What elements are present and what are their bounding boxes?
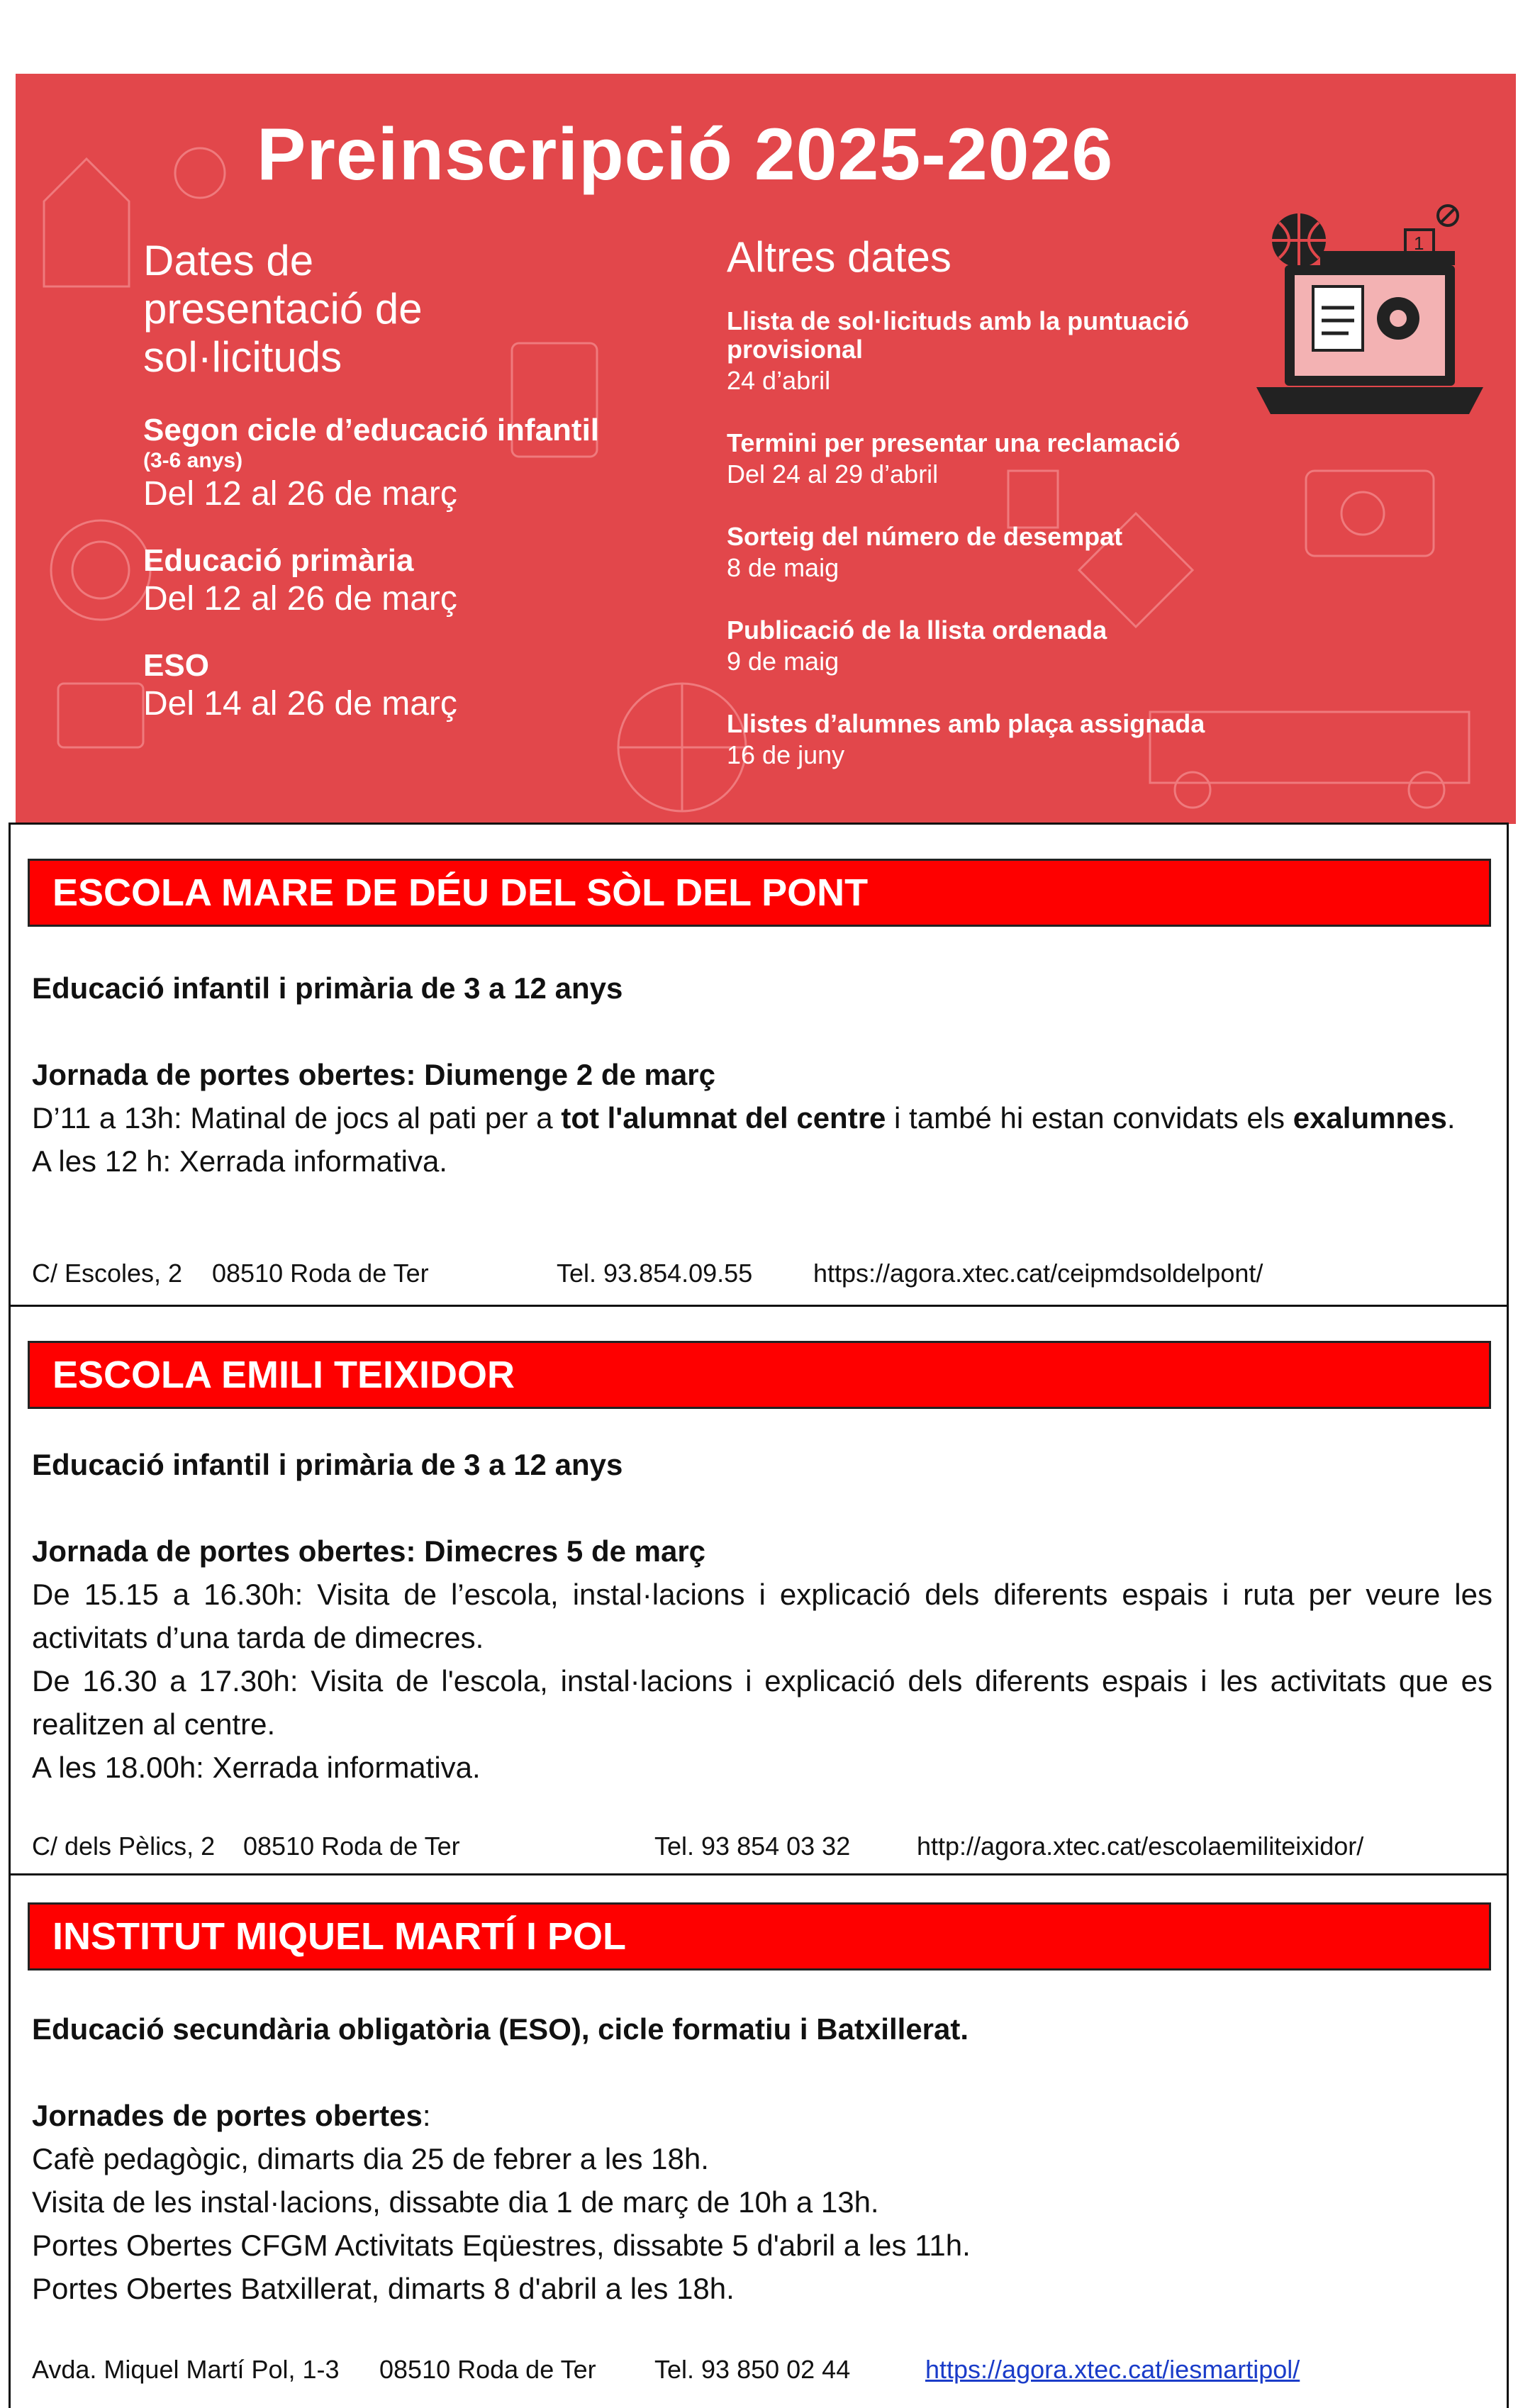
- school-name-header: INSTITUT MIQUEL MARTÍ I POL: [28, 1902, 1491, 1971]
- phone: Tel. 93 854 03 32: [654, 1832, 851, 1861]
- stage-date: Del 12 al 26 de març: [143, 475, 457, 513]
- activity-text: .: [1446, 1101, 1456, 1135]
- open-day-heading: Jornada de portes obertes: Diumenge 2 de març: [32, 1058, 715, 1091]
- other-date-item: [727, 429, 1266, 491]
- other-date-label: Termini per presentar una reclamació: [727, 428, 1181, 457]
- heading-line-1: Dates de: [143, 237, 314, 284]
- other-date-label: Llista de sol·licituds amb la puntuació provisional: [727, 306, 1190, 364]
- school-section-soldelpont: [9, 823, 1509, 1308]
- stage-sub: (3-6 anys): [143, 449, 243, 472]
- open-day-talk: A les 12 h: Xerrada informativa.: [32, 1144, 447, 1178]
- website-link[interactable]: https://agora.xtec.cat/ceipmdsoldelpont/: [813, 1259, 1263, 1288]
- school-level: Educació infantil i primària de 3 a 12 anys: [32, 971, 623, 1005]
- website-link[interactable]: https://agora.xtec.cat/iesmartipol/: [925, 2355, 1300, 2384]
- laptop-icon: [1235, 201, 1490, 435]
- other-date-label: Sorteig del número de desempat: [727, 522, 1123, 551]
- stage-label: Educació primària: [143, 543, 414, 578]
- open-day-activity: De 16.30 a 17.30h: Visita de l'escola, instal·lacions i explicació dels diferents espais i les activitats que es realitzen al centre.: [32, 1664, 1492, 1741]
- city: 08510 Roda de Ter: [243, 1832, 460, 1861]
- school-section-miquelmartipol: [9, 1873, 1509, 2408]
- other-date-value: 24 d’abril: [727, 366, 831, 395]
- phone: Tel. 93.854.09.55: [557, 1259, 753, 1288]
- stage-label: Segon cicle d’educació infantil: [143, 413, 600, 447]
- open-day-talk: A les 18.00h: Xerrada informativa.: [32, 1751, 481, 1784]
- open-day-activity: Portes Obertes Batxillerat, dimarts 8 d'abril a les 18h.: [32, 2272, 735, 2305]
- other-dates-column: [727, 233, 1266, 803]
- heading-line-2: presentació de: [143, 285, 423, 333]
- other-date-item: [727, 523, 1266, 585]
- school-name-header: ESCOLA EMILI TEIXIDOR: [28, 1341, 1491, 1409]
- heading-colon: :: [422, 2099, 431, 2132]
- stage-eso: [143, 648, 710, 725]
- open-day-heading-line: [32, 2094, 1492, 2137]
- open-day-activity: Visita de les instal·lacions, dissabte dia 1 de març de 10h a 13h.: [32, 2185, 879, 2219]
- address: Avda. Miquel Martí Pol, 1-3: [32, 2355, 340, 2384]
- svg-text:1: 1: [1414, 233, 1424, 254]
- city: 08510 Roda de Ter: [212, 1259, 429, 1288]
- school-info: [32, 966, 1492, 1183]
- school-section-emiliteixidor: [9, 1305, 1509, 1878]
- school-contact: [32, 1259, 1507, 1294]
- open-day-heading: Jornades de portes obertes: [32, 2099, 423, 2132]
- school-info: [32, 1443, 1492, 1789]
- submission-dates-heading: [143, 237, 710, 381]
- school-contact: [32, 2355, 1507, 2390]
- other-date-item: [727, 616, 1266, 679]
- school-level: Educació infantil i primària de 3 a 12 anys: [32, 1448, 623, 1481]
- activity-text: D’11 a 13h: Matinal de jocs al pati per a: [32, 1101, 562, 1135]
- stage-primaria: [143, 543, 710, 620]
- stage-date: Del 12 al 26 de març: [143, 580, 457, 618]
- other-date-label: Publicació de la llista ordenada: [727, 615, 1107, 645]
- open-day-activity: De 15.15 a 16.30h: Visita de l’escola, instal·lacions i explicació dels diferents espais i ruta per veure les activitats d’una tarda de dimecres.: [32, 1578, 1492, 1654]
- other-date-value: 8 de maig: [727, 553, 839, 582]
- website-link[interactable]: http://agora.xtec.cat/escolaemiliteixidor/: [917, 1832, 1364, 1861]
- other-dates-heading: Altres dates: [727, 233, 951, 281]
- submission-dates-column: [143, 237, 710, 753]
- stage-date: Del 14 al 26 de març: [143, 685, 457, 723]
- address: C/ dels Pèlics, 2: [32, 1832, 216, 1861]
- heading-line-3: sol·licituds: [143, 333, 342, 381]
- phone: Tel. 93 850 02 44: [654, 2355, 851, 2384]
- open-day-heading: Jornada de portes obertes: Dimecres 5 de març: [32, 1534, 706, 1568]
- city: 08510 Roda de Ter: [379, 2355, 596, 2384]
- other-date-item: [727, 710, 1266, 772]
- school-contact: [32, 1832, 1507, 1867]
- other-date-value: Del 24 al 29 d’abril: [727, 459, 939, 489]
- activity-text: i també hi estan convidats els: [886, 1101, 1293, 1135]
- open-day-activity: Portes Obertes CFGM Activitats Eqüestres, dissabte 5 d'abril a les 11h.: [32, 2229, 971, 2262]
- open-day-activity: Cafè pedagògic, dimarts dia 25 de febrer a les 18h.: [32, 2142, 709, 2175]
- address: C/ Escoles, 2: [32, 1259, 183, 1288]
- other-date-value: 16 de juny: [727, 740, 845, 769]
- school-name-header: ESCOLA MARE DE DÉU DEL SÒL DEL PONT: [28, 859, 1491, 927]
- other-date-value: 9 de maig: [727, 647, 839, 676]
- other-date-item: [727, 307, 1266, 398]
- stage-infantil: [143, 413, 710, 515]
- school-level: Educació secundària obligatòria (ESO), cicle formatiu i Batxillerat.: [32, 2012, 969, 2046]
- banner-title: Preinscripció 2025-2026: [257, 113, 1114, 196]
- activity-highlight: exalumnes: [1293, 1101, 1447, 1135]
- preinscription-banner: [16, 74, 1516, 824]
- open-day-activity: [32, 1096, 1492, 1139]
- stage-label: ESO: [143, 648, 209, 683]
- other-date-label: Llistes d’alumnes amb plaça assignada: [727, 709, 1205, 738]
- activity-highlight: tot l'alumnat del centre: [561, 1101, 886, 1135]
- school-info: [32, 2007, 1492, 2310]
